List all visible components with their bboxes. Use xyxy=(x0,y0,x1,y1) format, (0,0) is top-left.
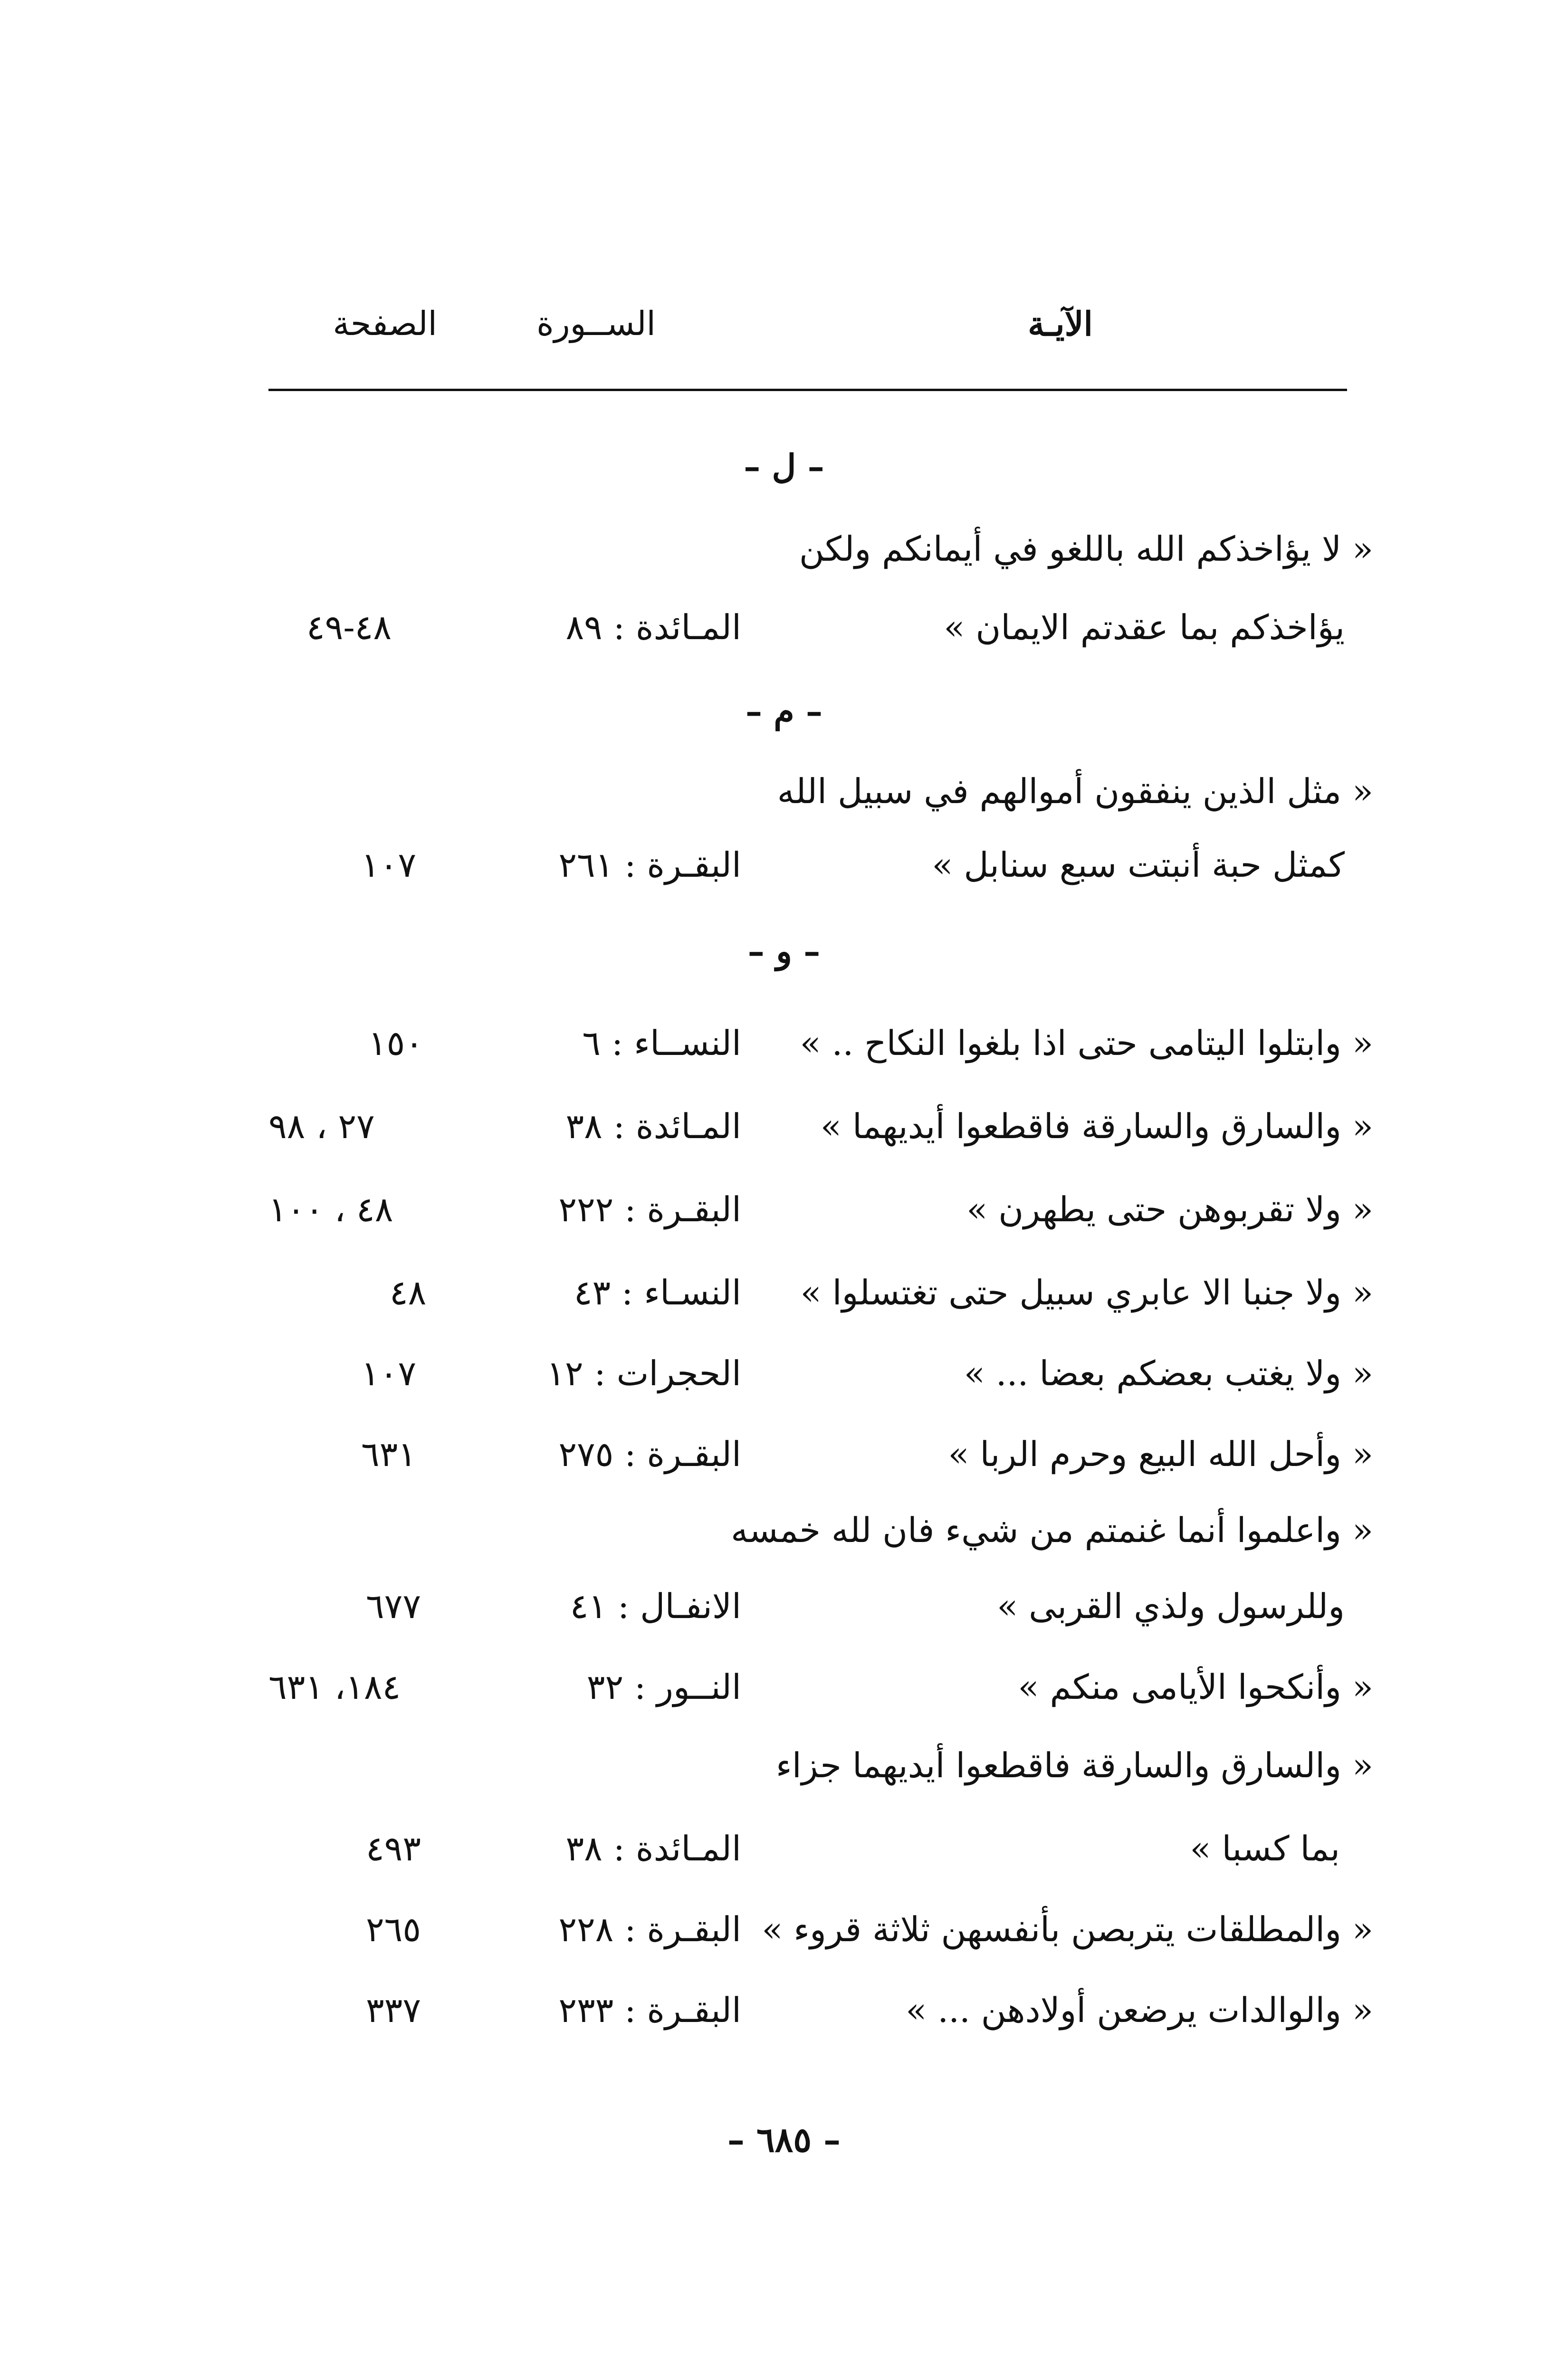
table-row xyxy=(0,1259,1568,1326)
page-ref: ١٠٧ xyxy=(361,845,417,885)
surah-ref: النسـاء : ٤٣ xyxy=(574,1273,741,1313)
section-letter-waw: – و – xyxy=(747,931,821,971)
table-row xyxy=(0,1010,1568,1076)
header-ayah: الآيـة xyxy=(1028,304,1093,344)
page-number: – ٦٨٥ – xyxy=(727,2119,841,2160)
section-letter-lam: – ل – xyxy=(744,447,824,486)
header-page: الصفحة xyxy=(333,304,437,343)
ayah-text: « ولا يغتب بعضكم بعضا ... » xyxy=(964,1353,1373,1393)
table-row xyxy=(0,1654,1568,1720)
surah-ref: النــور : ٣٢ xyxy=(586,1667,741,1707)
page-ref: ١٨٤، ٦٣١ xyxy=(268,1667,401,1707)
table-row xyxy=(0,1977,1568,2043)
page-ref: ٤٨ xyxy=(390,1273,427,1313)
ayah-text: « ولا تقربوهن حتى يطهرن » xyxy=(966,1189,1373,1229)
ayah-text: « والوالدات يرضعن أولادهن ... » xyxy=(906,1990,1373,2030)
ayah-text: « لا يؤاخذكم الله باللغو في أيمانكم ولكن xyxy=(799,529,1373,569)
ayah-text: « وأنكحوا الأيامى منكم » xyxy=(1018,1667,1373,1707)
header-divider xyxy=(268,389,1347,391)
ayah-text: « والسارق والسارقة فاقطعوا أيديهما » xyxy=(820,1106,1373,1146)
page-ref: ١٠٧ xyxy=(361,1353,417,1393)
ayah-text: « وأحل الله البيع وحرم الربا » xyxy=(948,1434,1373,1474)
surah-ref: النســاء : ٦ xyxy=(582,1023,741,1063)
surah-ref: البقـرة : ٢٢٨ xyxy=(558,1909,741,1949)
table-row xyxy=(0,1497,1568,1563)
surah-ref: المـائدة : ٨٩ xyxy=(565,607,741,647)
section-letter-mim: – م – xyxy=(745,691,823,731)
table-row xyxy=(0,1896,1568,1963)
surah-ref: البقـرة : ٢٧٥ xyxy=(558,1434,741,1474)
ayah-text: « والمطلقات يتربصن بأنفسهن ثلاثة قروء » xyxy=(762,1909,1373,1949)
table-row xyxy=(0,1732,1568,1799)
table-row xyxy=(0,1421,1568,1487)
table-row xyxy=(0,516,1568,582)
table-row xyxy=(0,1815,1568,1882)
page-ref: ٤٩٣ xyxy=(366,1829,421,1868)
page-ref: ٦٧٧ xyxy=(366,1586,421,1626)
page-ref: ٣٣٧ xyxy=(366,1990,421,2030)
page-ref: ٦٣١ xyxy=(361,1434,417,1474)
page-ref: ١٥٠ xyxy=(368,1023,424,1063)
ayah-text: كمثل حبة أنبتت سبع سنابل » xyxy=(932,845,1345,885)
surah-ref: الحجرات : ١٢ xyxy=(546,1353,741,1393)
table-row xyxy=(0,758,1568,824)
ayah-text: « ولا جنبا الا عابري سبيل حتى تغتسلوا » xyxy=(800,1273,1373,1313)
page-ref: ٢٧ ، ٩٨ xyxy=(268,1106,375,1146)
ayah-text: « مثل الذين ينفقون أموالهم في سبيل الله xyxy=(777,771,1373,811)
ayah-text: يؤاخذكم بما عقدتم الايمان » xyxy=(944,607,1345,647)
ayah-text: « وابتلوا اليتامى حتى اذا بلغوا النكاح .. » xyxy=(800,1023,1373,1063)
surah-ref: البقـرة : ٢٦١ xyxy=(558,845,741,885)
surah-ref: البقـرة : ٢٣٣ xyxy=(558,1990,741,2030)
table-row xyxy=(0,832,1568,898)
table-row xyxy=(0,1573,1568,1639)
page-ref: ٤٨ ، ١٠٠ xyxy=(268,1189,393,1229)
table-row xyxy=(0,1093,1568,1159)
page-ref: ٢٦٥ xyxy=(366,1909,421,1949)
table-row xyxy=(0,1176,1568,1243)
ayah-text: وللرسول ولذي القربى » xyxy=(997,1586,1345,1626)
header-surah: الســورة xyxy=(536,304,656,343)
table-row xyxy=(0,594,1568,661)
ayah-text: بما كسبا » xyxy=(1190,1829,1340,1868)
table-row xyxy=(0,1340,1568,1407)
ayah-text: « واعلموا أنما غنمتم من شيء فان لله خمسه xyxy=(731,1510,1373,1550)
surah-ref: الانفـال : ٤١ xyxy=(570,1586,741,1626)
surah-ref: المـائدة : ٣٨ xyxy=(565,1829,741,1868)
page-ref: ٤٨-٤٩ xyxy=(306,607,392,647)
surah-ref: المـائدة : ٣٨ xyxy=(565,1106,741,1146)
ayah-text: « والسارق والسارقة فاقطعوا أيديهما جزاء xyxy=(775,1745,1373,1785)
surah-ref: البقـرة : ٢٢٢ xyxy=(558,1189,741,1229)
